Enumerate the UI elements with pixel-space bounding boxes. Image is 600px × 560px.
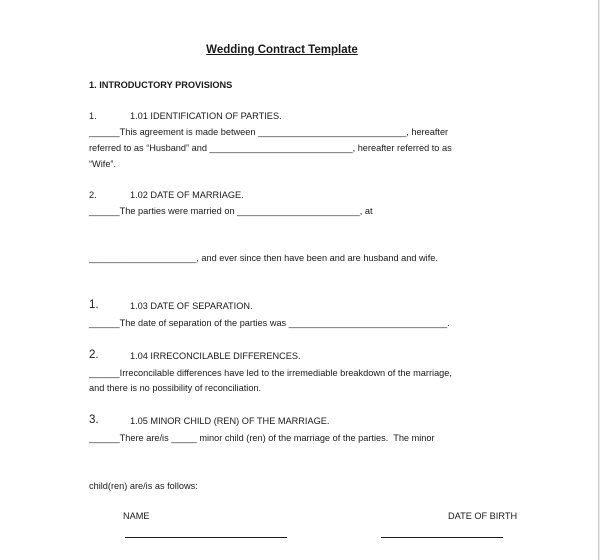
- item-heading: 1.05 MINOR CHILD (REN) OF THE MARRIAGE.: [130, 416, 330, 426]
- name-fill-line: [125, 537, 287, 538]
- item-heading: 1.04 IRRECONCILABLE DIFFERENCES.: [130, 351, 301, 361]
- paragraph-line: ______The date of separation of the parties was _______________________________.: [89, 318, 450, 328]
- paragraph-line: ______The parties were married on ________________________, at: [89, 206, 373, 216]
- dob-column-header: DATE OF BIRTH: [448, 511, 518, 521]
- paragraph-line: and there is no possibility of reconciliation.: [89, 383, 262, 393]
- item-heading: 1.03 DATE OF SEPARATION.: [130, 301, 253, 311]
- paragraph-line: ______This agreement is made between _____________________________, hereafter: [89, 127, 449, 137]
- item-heading: 1.01 IDENTIFICATION OF PARTIES.: [130, 111, 282, 121]
- item-number: 1.: [89, 299, 99, 311]
- name-column-header: NAME: [123, 511, 150, 521]
- document-title: Wedding Contract Template: [206, 44, 358, 56]
- item-number: 1.: [89, 111, 97, 121]
- item-number: 2.: [89, 349, 99, 361]
- section-heading: 1. INTRODUCTORY PROVISIONS: [89, 80, 233, 90]
- paragraph-line: ______There are/is _____ minor child (ren) of the marriage of the parties. The minor: [89, 433, 435, 443]
- dob-fill-line: [381, 537, 503, 538]
- paragraph-line: ______Irreconcilable differences have led to the irremediable breakdown of the marriage,: [89, 368, 452, 378]
- paragraph-line: referred to as “Husband” and ____________________________, hereafter referred to as: [89, 143, 452, 153]
- item-number: 2.: [89, 190, 97, 200]
- paragraph-line: _____________________, and ever since then have been and are husband and wife.: [89, 253, 438, 263]
- item-heading: 1.02 DATE OF MARRIAGE.: [130, 190, 244, 200]
- item-number: 3.: [89, 414, 99, 426]
- paragraph-line: “Wife”.: [89, 159, 117, 169]
- paragraph-line: child(ren) are/is as follows:: [89, 481, 198, 491]
